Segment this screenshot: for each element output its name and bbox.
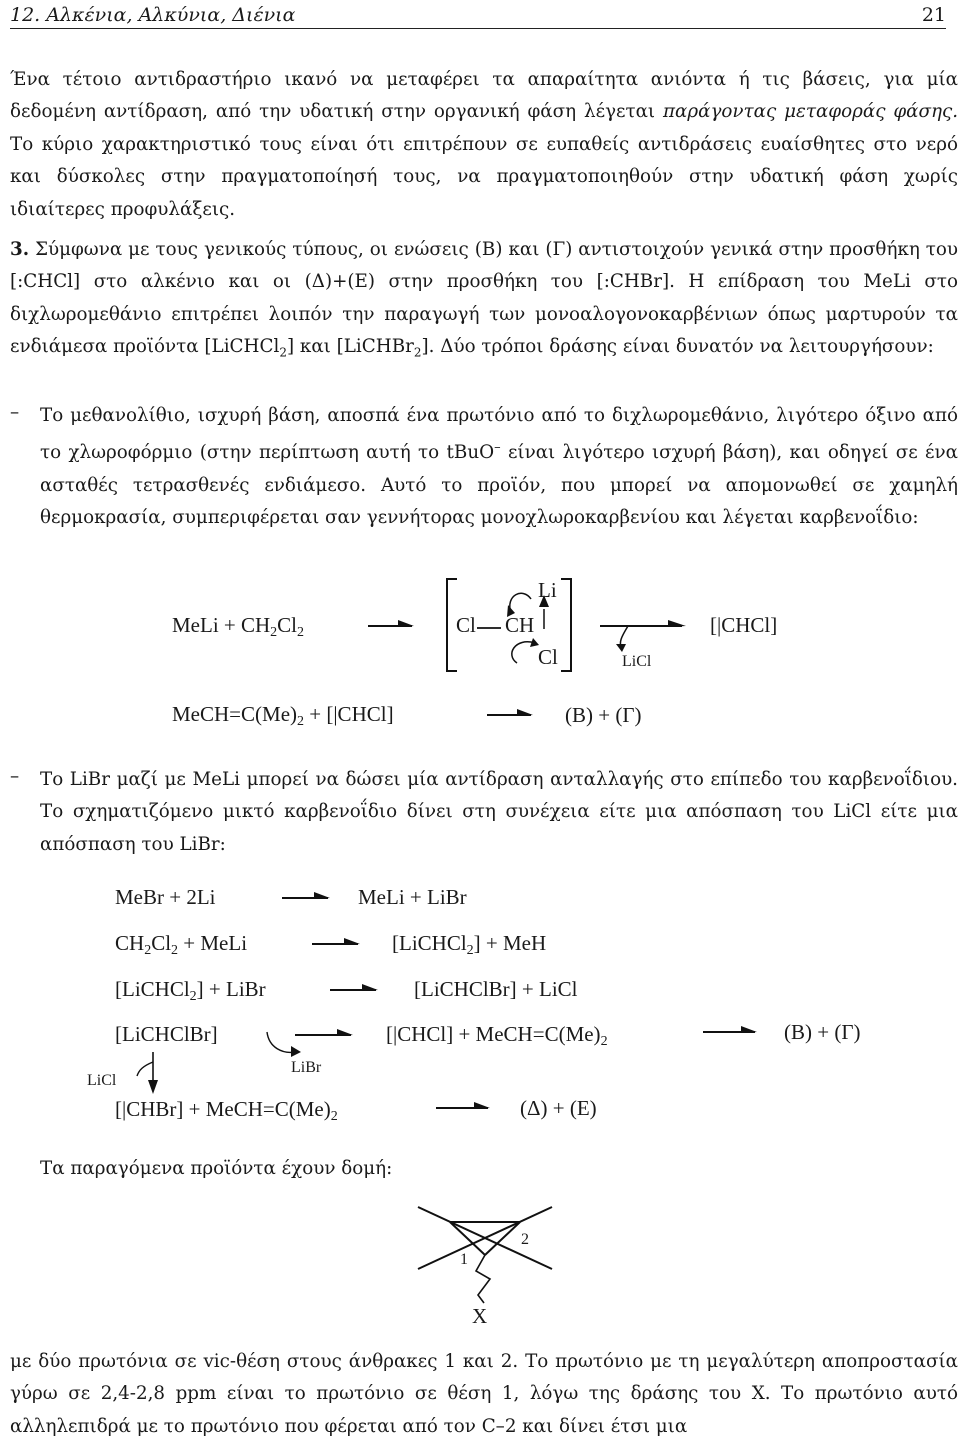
text: [|CHBr] + MeCH <box>115 1097 263 1121</box>
eq1-right: MeLi + LiBr <box>358 885 467 909</box>
atom-ch: CH <box>505 613 535 637</box>
reaction-arrow <box>436 1100 492 1116</box>
products-intro: Τα παραγόμενα προϊόντα έχουν δομή: <box>40 1158 393 1179</box>
bullet-libr-exchange: Το LiBr μαζί με MeLi μπορεί να δώσει μία αντίδραση ανταλλαγής στο επίπεδο του καρβενοΐδιου. Το σχηματιζόμενο μικτό καρβενοΐδιο δίνει στη συνέχεια είτε μια απόσπαση του LiCl είτε μια απόσπαση του LiBr: <box>40 769 958 855</box>
eq4-middle <box>386 1022 608 1050</box>
subscript: 2 <box>413 345 422 360</box>
paragraph-3 <box>10 234 958 369</box>
term-phase-transfer-agent: παράγοντας μεταφοράς φάσης. <box>663 101 958 123</box>
subscript: 2 <box>297 714 305 729</box>
text: ] + MeH <box>473 931 547 955</box>
byproduct-licl: LiCl <box>87 1072 117 1089</box>
eq5-left <box>115 1097 338 1125</box>
reactants-1 <box>172 613 304 641</box>
curved-arrow <box>265 1030 305 1060</box>
byproduct-licl: LiCl <box>622 653 652 670</box>
eq4-products: (Β) + (Γ) <box>784 1020 861 1044</box>
elimination-arrow <box>600 618 688 652</box>
cyclopropane-diagram <box>410 1205 560 1310</box>
text: [LiCHCl <box>392 931 467 955</box>
item-number: 3. <box>10 239 30 260</box>
text: Cl <box>277 613 298 637</box>
subscript: 2 <box>144 943 152 958</box>
subscript: 2 <box>279 345 287 360</box>
branch-arrow <box>135 1050 195 1096</box>
atom-li: Li <box>538 578 557 602</box>
subscript: 2 <box>330 1109 338 1124</box>
text: είναι λιγότερο ισχυρή βάση), και οδηγεί σε ένα ασταθές τετρασθενές ενδιάμεσο. Αυτό το προϊόν, που μπορεί να απομονωθεί σε χαμηλή θερμοκρασία, συμπεριφέρεται σαν γεννήτορας μονοχλωροκαρβενίου και λέγεται καρβενοΐδιο: <box>40 442 958 529</box>
text: + [|CHCl] <box>304 702 394 726</box>
bullet-dash: – <box>10 766 20 787</box>
text: ]. Δύο τρόποι δράσης είναι δυνατόν να λειτουργήσουν: <box>421 336 934 358</box>
carbene-product: [|CHCl] <box>710 613 778 637</box>
subscript: 2 <box>189 989 197 1004</box>
products-b-g: (Β) + (Γ) <box>565 703 642 727</box>
reaction-arrow <box>368 618 416 634</box>
reaction-arrow <box>282 890 332 906</box>
subscript: 2 <box>171 943 179 958</box>
text: [LiCHCl <box>115 977 190 1001</box>
text: ] και [LiCHBr <box>286 336 414 358</box>
eq2-right <box>392 931 546 959</box>
byproduct-libr: LiBr <box>291 1059 322 1076</box>
atom-cl-left: Cl <box>456 613 476 637</box>
subscript: 2 <box>297 625 305 640</box>
superscript: – <box>494 440 501 456</box>
eq1-left: MeBr + 2Li <box>115 885 216 909</box>
text: Ένα τέτοιο αντιδραστήριο ικανό να μεταφέρει τα απαραίτητα ανιόντα ή τις βάσεις, για μία δεδομένη αντίδραση, από την υδατική στην οργανική φάση λέγεται <box>10 69 958 123</box>
double-bond: = <box>532 1022 545 1046</box>
reaction-arrow <box>312 936 362 952</box>
text: [|CHCl] + MeCH <box>386 1022 533 1046</box>
text: MeCH <box>172 702 230 726</box>
text: C(Me) <box>544 1022 601 1046</box>
position-1-label: 1 <box>460 1251 468 1268</box>
paragraph-nmr: με δύο πρωτόνια σε vic-θέση στους άνθρακες 1 και 2. Το πρωτόνιο με τη μεγαλύτερη αποπροστασία γύρω σε 2,4-2,8 ppm είναι το πρωτόνιο σε θέση 1, λόγω της δράσης του X. Το πρωτόνιο αυτό αλληλεπιδρά με το πρωτόνιο που φέρεται από τον C–2 και δίνει έτσι μια <box>10 1351 958 1437</box>
text: Το κύριο χαρακτηριστικό τους είναι ότι επιτρέπουν σε ευπαθείς αντιδράσεις ευαίσθητες στο νερό και δύσκολες στην πραγματοποίησή τους, να πραγματοποιηθούν στην υδατική φάση χωρίς ιδιαίτερες προφυλάξεις. <box>10 133 958 220</box>
reaction-arrow <box>330 982 380 998</box>
position-2-label: 2 <box>521 1231 529 1248</box>
double-bond: = <box>262 1097 275 1121</box>
page-header <box>10 4 946 29</box>
text: CH <box>115 931 145 955</box>
subscript: 2 <box>600 1034 608 1049</box>
eq5-products: (Δ) + (Ε) <box>520 1096 597 1120</box>
text: C(Me) <box>274 1097 331 1121</box>
reaction-arrow <box>703 1024 759 1040</box>
eq4-left: [LiCHClBr] <box>115 1022 218 1046</box>
bullet-dash: – <box>10 402 20 423</box>
text: C(Me) <box>241 702 298 726</box>
bullet-methyllithium <box>40 400 958 535</box>
eq3-right: [LiCHClBr] + LiCl <box>414 977 578 1001</box>
text: Σύμφωνα με τους γενικούς τύπους, οι ενώσεις (Β) και (Γ) αντιστοιχούν γενικά στην προσθήκη του [:CHCl] στο αλκένιο και οι (Δ)+(Ε) στην προσθήκη του [:CHBr]. Η επίδραση του MeLi στο διχλωρομεθάνιο επιτρέπει λοιπόν την παραγωγή των μονοαλογονοκαρβένιων όπως μαρτυρούν τα ενδιάμεσα προϊόντα [LiCHCl <box>10 239 958 358</box>
double-bond: = <box>229 702 242 726</box>
subscript: 2 <box>466 943 474 958</box>
text: ] + LiBr <box>196 977 266 1001</box>
eq3-left <box>115 977 266 1005</box>
reaction-2-reactants <box>172 702 394 730</box>
paragraph-phase-transfer <box>10 64 958 226</box>
text: MeLi + CH <box>172 613 271 637</box>
page-number: 21 <box>921 4 946 26</box>
atom-cl-bottom: Cl <box>538 645 558 669</box>
substituent-x: X <box>472 1304 488 1328</box>
chapter-title: 12. Αλκένια, Αλκύνια, Διένια <box>10 4 296 26</box>
text: + MeLi <box>178 931 248 955</box>
subscript: 2 <box>270 625 278 640</box>
text: Cl <box>151 931 172 955</box>
text: Το μεθανολίθιο, ισχυρή βάση, αποσπά ένα πρωτόνιο από το διχλωρομεθάνιο, λιγότερο όξινο από το χλωροφόρμιο (στην περίπτωση αυτή το tBuO <box>40 405 958 464</box>
eq2-left <box>115 931 247 959</box>
reaction-arrow <box>487 707 535 723</box>
